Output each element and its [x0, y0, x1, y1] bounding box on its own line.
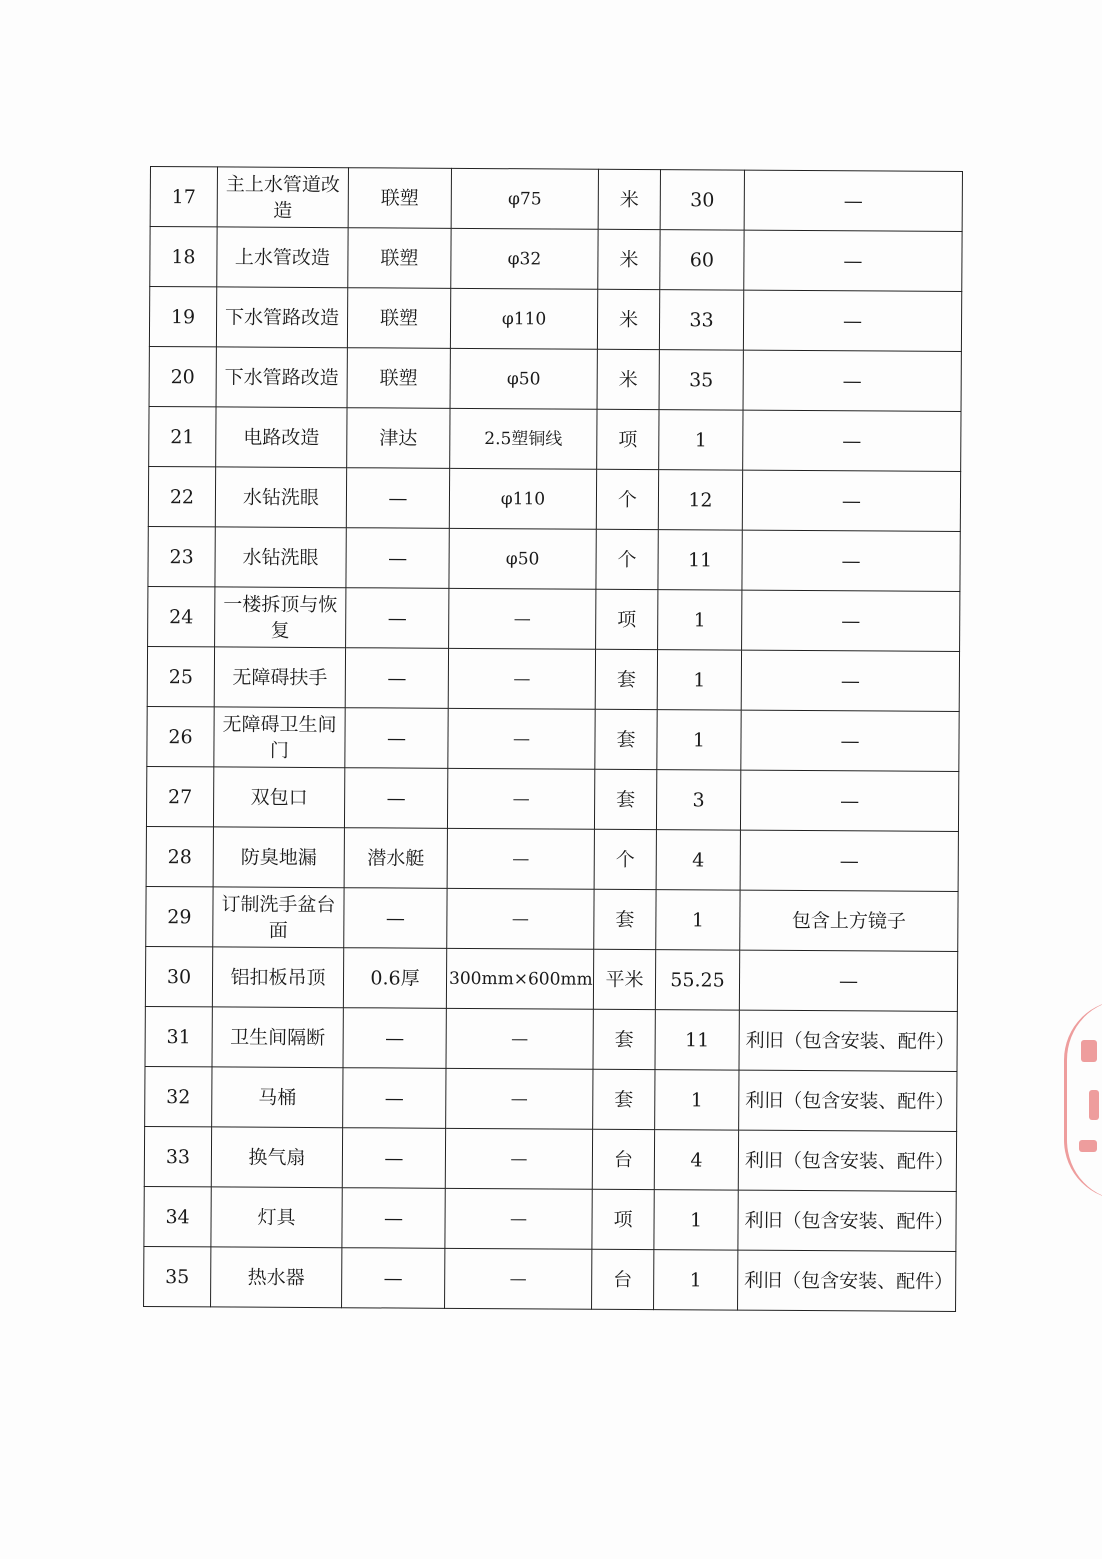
note-cell: — — [744, 170, 962, 231]
spec-cell: φ75 — [451, 168, 598, 229]
spec-cell: — — [446, 1008, 593, 1069]
unit-cell: 套 — [595, 649, 657, 709]
spec-cell: — — [447, 828, 594, 889]
table-row — [148, 526, 960, 591]
item-name-cell: 卫生间隔断 — [212, 1007, 343, 1068]
item-name-cell: 下水管路改造 — [216, 287, 347, 348]
row-number-cell: 30 — [145, 946, 212, 1006]
quantity-cell: 12 — [658, 470, 742, 531]
item-name-cell: 灯具 — [211, 1187, 342, 1248]
note-cell: — — [742, 590, 960, 651]
spec-cell: 2.5塑铜线 — [450, 408, 597, 469]
brand-cell: — — [342, 1248, 445, 1309]
note-cell: 利旧（包含安装、配件） — [738, 1130, 956, 1191]
quantity-cell: 60 — [660, 230, 744, 291]
spec-cell: — — [448, 648, 595, 709]
quantity-cell: 1 — [654, 1190, 738, 1251]
table-row — [150, 167, 962, 232]
row-number-cell: 25 — [147, 646, 214, 706]
row-number-cell: 18 — [150, 227, 217, 287]
table-row — [149, 406, 961, 471]
brand-cell: 联塑 — [348, 168, 451, 229]
spec-cell: — — [446, 1068, 593, 1129]
brand-cell: 联塑 — [347, 288, 450, 349]
unit-cell: 套 — [595, 709, 657, 769]
row-number-cell: 17 — [150, 167, 217, 227]
item-name-cell: 电路改造 — [216, 407, 347, 468]
note-cell: — — [742, 530, 960, 591]
row-number-cell: 23 — [148, 526, 215, 586]
row-number-cell: 19 — [149, 287, 216, 347]
unit-cell: 米 — [597, 289, 659, 349]
brand-cell: 联塑 — [348, 228, 451, 289]
quantity-cell: 4 — [654, 1130, 738, 1191]
row-number-cell: 24 — [148, 586, 215, 646]
quantity-cell: 1 — [657, 710, 741, 771]
row-number-cell: 28 — [146, 826, 213, 886]
note-cell: — — [741, 650, 959, 711]
unit-cell: 套 — [593, 1069, 655, 1129]
spec-cell: φ32 — [451, 228, 598, 289]
quantity-cell: 35 — [659, 350, 743, 411]
row-number-cell: 26 — [147, 706, 214, 766]
note-cell: 利旧（包含安装、配件） — [738, 1250, 956, 1311]
note-cell: 包含上方镜子 — [740, 890, 958, 951]
unit-cell: 米 — [597, 349, 659, 409]
item-name-cell: 上水管改造 — [217, 227, 348, 288]
table-row — [144, 1186, 956, 1251]
item-name-cell: 无障碍扶手 — [214, 647, 345, 708]
item-name-cell: 水钻洗眼 — [215, 467, 346, 528]
materials-table — [143, 166, 963, 1312]
brand-cell: — — [343, 1008, 446, 1069]
note-cell: — — [743, 350, 961, 411]
spec-cell: φ50 — [449, 528, 596, 589]
note-cell: — — [741, 710, 959, 771]
note-cell: — — [739, 950, 957, 1011]
row-number-cell: 33 — [144, 1126, 211, 1186]
item-name-cell: 铝扣板吊顶 — [212, 947, 343, 1008]
brand-cell: — — [346, 528, 449, 589]
table-row — [146, 886, 958, 951]
table-body — [144, 167, 963, 1312]
note-cell: 利旧（包含安装、配件） — [739, 1070, 957, 1131]
spec-cell: φ110 — [449, 468, 596, 529]
row-number-cell: 32 — [145, 1066, 212, 1126]
spec-cell: — — [447, 888, 594, 949]
spec-cell: — — [448, 708, 595, 769]
row-number-cell: 35 — [144, 1246, 211, 1306]
quantity-cell: 1 — [659, 410, 743, 471]
quantity-cell: 3 — [656, 770, 740, 831]
brand-cell: — — [344, 768, 447, 829]
spec-cell: — — [447, 768, 594, 829]
brand-cell: 联塑 — [347, 348, 450, 409]
brand-cell: — — [346, 588, 449, 649]
table-row — [148, 466, 960, 531]
unit-cell: 项 — [592, 1189, 654, 1249]
seal-stamp — [1064, 1000, 1102, 1200]
item-name-cell: 双包口 — [213, 767, 344, 828]
item-name-cell: 订制洗手盆台面 — [213, 887, 344, 948]
unit-cell: 平米 — [593, 949, 655, 1009]
row-number-cell: 20 — [149, 346, 216, 406]
row-number-cell: 29 — [146, 886, 213, 946]
spec-cell: — — [445, 1128, 592, 1189]
table-row — [144, 1126, 956, 1191]
note-cell: — — [743, 410, 961, 471]
spec-cell: — — [445, 1188, 592, 1249]
item-name-cell: 水钻洗眼 — [215, 527, 346, 588]
quantity-cell: 1 — [656, 890, 740, 951]
table-row — [146, 766, 958, 831]
unit-cell: 米 — [598, 169, 660, 229]
row-number-cell: 34 — [144, 1186, 211, 1246]
note-cell: 利旧（包含安装、配件） — [739, 1010, 957, 1071]
spec-cell: φ50 — [450, 348, 597, 409]
quantity-cell: 1 — [658, 590, 742, 651]
table-row — [150, 227, 962, 292]
quantity-cell: 1 — [654, 1250, 738, 1311]
spec-cell: — — [445, 1248, 592, 1309]
table-row — [145, 946, 957, 1011]
item-name-cell: 防臭地漏 — [213, 827, 344, 888]
unit-cell: 台 — [592, 1129, 654, 1189]
table-row — [149, 287, 961, 352]
brand-cell: 津达 — [347, 408, 450, 469]
note-cell: — — [744, 230, 962, 291]
table-row — [144, 1246, 956, 1311]
note-cell: — — [740, 830, 958, 891]
item-name-cell: 一楼拆顶与恢复 — [215, 587, 346, 648]
unit-cell: 台 — [592, 1249, 654, 1309]
note-cell: 利旧（包含安装、配件） — [738, 1190, 956, 1251]
row-number-cell: 31 — [145, 1006, 212, 1066]
brand-cell: — — [344, 888, 447, 949]
quantity-cell: 30 — [660, 170, 744, 231]
item-name-cell: 马桶 — [212, 1067, 343, 1128]
unit-cell: 套 — [593, 1009, 655, 1069]
row-number-cell: 21 — [149, 406, 216, 466]
spec-cell: 300mm×600mm — [446, 948, 593, 1009]
quantity-cell: 1 — [655, 1070, 739, 1131]
unit-cell: 套 — [594, 889, 656, 949]
spec-cell: — — [449, 588, 596, 649]
brand-cell: — — [345, 708, 448, 769]
unit-cell: 个 — [596, 529, 658, 589]
brand-cell: — — [346, 468, 449, 529]
quantity-cell: 11 — [655, 1010, 739, 1071]
unit-cell: 个 — [594, 829, 656, 889]
quantity-cell: 55.25 — [655, 950, 739, 1011]
row-number-cell: 27 — [146, 766, 213, 826]
table-row — [147, 646, 959, 711]
quantity-cell: 4 — [656, 830, 740, 891]
row-number-cell: 22 — [148, 466, 215, 526]
brand-cell: — — [342, 1128, 445, 1189]
table-row — [146, 826, 958, 891]
table-row — [147, 706, 959, 771]
unit-cell: 米 — [598, 229, 660, 289]
note-cell: — — [743, 290, 961, 351]
item-name-cell: 无障碍卫生间门 — [214, 707, 345, 768]
unit-cell: 项 — [597, 409, 659, 469]
table-row — [145, 1006, 957, 1071]
brand-cell: — — [342, 1188, 445, 1249]
table-row — [145, 1066, 957, 1131]
unit-cell: 套 — [594, 769, 656, 829]
brand-cell: — — [345, 648, 448, 709]
item-name-cell: 下水管路改造 — [216, 347, 347, 408]
note-cell: — — [740, 770, 958, 831]
brand-cell: — — [343, 1068, 446, 1129]
item-name-cell: 主上水管道改造 — [217, 167, 348, 228]
unit-cell: 个 — [596, 469, 658, 529]
brand-cell: 0.6厚 — [343, 948, 446, 1009]
note-cell: — — [742, 470, 960, 531]
brand-cell: 潜水艇 — [344, 828, 447, 889]
spec-cell: φ110 — [450, 288, 597, 349]
item-name-cell: 热水器 — [211, 1247, 342, 1308]
quantity-cell: 11 — [658, 530, 742, 591]
item-name-cell: 换气扇 — [211, 1127, 342, 1188]
unit-cell: 项 — [596, 589, 658, 649]
quantity-cell: 1 — [657, 650, 741, 711]
table-row — [148, 586, 960, 651]
table-row — [149, 346, 961, 411]
quantity-cell: 33 — [659, 290, 743, 351]
